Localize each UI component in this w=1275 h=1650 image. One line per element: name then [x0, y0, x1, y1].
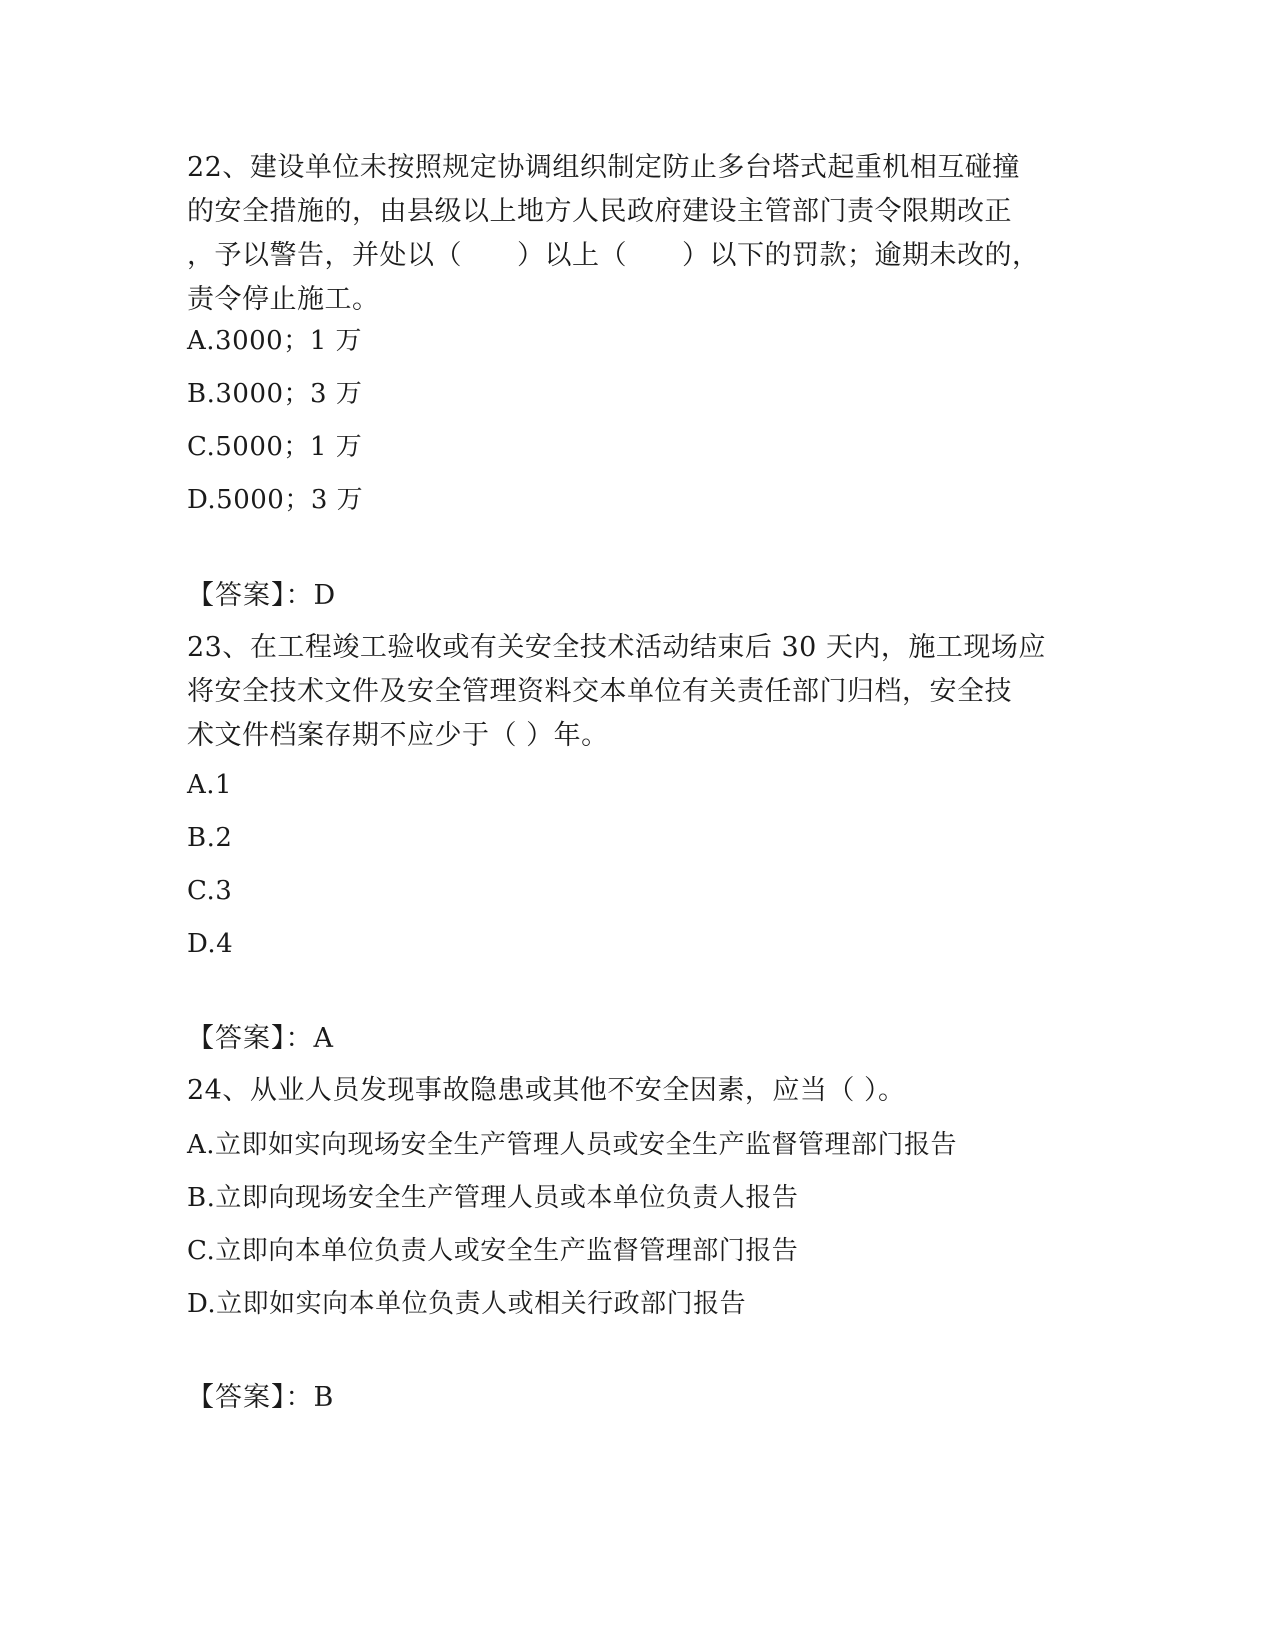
- stem-line: 将安全技术文件及安全管理资料交本单位有关责任部门归档，安全技: [187, 676, 1012, 707]
- question-23: [187, 626, 1087, 758]
- option-b: B.3000；3 万: [187, 379, 363, 409]
- stem-line: 责令停止施工。: [187, 284, 380, 315]
- option-d: D.立即如实向本单位负责人或相关行政部门报告: [187, 1289, 747, 1319]
- option-d: D.5000；3 万: [187, 485, 364, 515]
- stem-line: 22、建设单位未按照规定协调组织制定防止多台塔式起重机相互碰撞: [187, 152, 1020, 183]
- stem-line: 24、从业人员发现事故隐患或其他不安全因素，应当（ ）。: [187, 1075, 906, 1106]
- answer-24: 【答案】：B: [187, 1382, 335, 1413]
- option-b: B.立即向现场安全生产管理人员或本单位负责人报告: [187, 1183, 799, 1213]
- question-stem: [187, 626, 1087, 758]
- option-c: C.3: [187, 876, 233, 906]
- answer-23: 【答案】：A: [187, 1023, 334, 1054]
- question-stem: [187, 1069, 1087, 1113]
- answer-22: 【答案】：D: [187, 580, 337, 611]
- stem-line: 的安全措施的，由县级以上地方人民政府建设主管部门责令限期改正: [187, 196, 1012, 227]
- stem-line: 23、在工程竣工验收或有关安全技术活动结束后 30 天内，施工现场应: [187, 632, 1046, 663]
- stem-line: 术文件档案存期不应少于（ ）年。: [187, 720, 609, 751]
- option-a: A.3000；1 万: [187, 326, 363, 356]
- option-c: C.5000；1 万: [187, 432, 363, 462]
- question-22: [187, 146, 1087, 322]
- stem-line: ，予以警告，并处以（ ）以上（ ）以下的罚款；逾期未改的，: [187, 240, 1040, 271]
- question-stem: [187, 146, 1087, 322]
- option-d: D.4: [187, 929, 234, 959]
- question-24: [187, 1069, 1087, 1113]
- option-b: B.2: [187, 823, 233, 853]
- option-a: A.1: [187, 770, 233, 800]
- option-a: A.立即如实向现场安全生产管理人员或安全生产监督管理部门报告: [187, 1130, 958, 1160]
- option-c: C.立即向本单位负责人或安全生产监督管理部门报告: [187, 1236, 799, 1266]
